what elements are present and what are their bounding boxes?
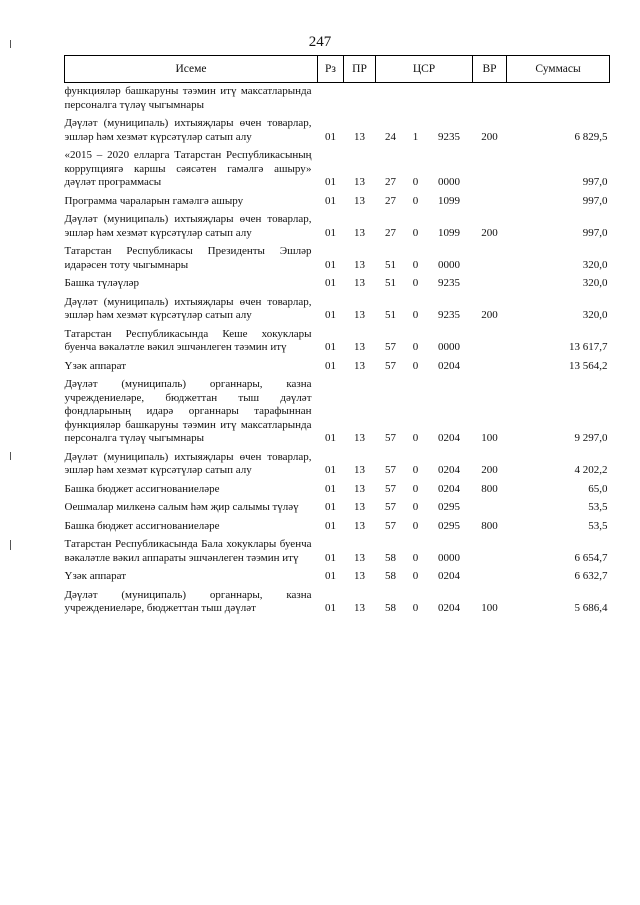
row-rz: 01 — [325, 359, 336, 372]
row-name: Үзәк аппарат — [64, 570, 127, 582]
row-csr-subprogram: 0 — [412, 194, 419, 207]
row-rz: 01 — [325, 130, 336, 143]
row-vr — [473, 245, 507, 277]
row-pr: 13 — [354, 551, 365, 564]
row-pr: 13 — [354, 501, 365, 513]
table-row — [65, 195, 610, 214]
row-csr-program: 57 — [385, 341, 396, 353]
row-name: «2015 – 2020 елларга Татарстан Республикасының коррупциягә каршы сәясәтен гамәлгә ашыру» дәүләт программасы — [64, 149, 312, 188]
row-vr: 200 — [481, 464, 498, 476]
row-pr: 13 — [354, 258, 365, 271]
row-amount: 320,0 — [582, 309, 608, 321]
table-row — [65, 360, 610, 379]
row-rz — [318, 83, 344, 118]
row-pr: 13 — [354, 130, 365, 143]
row-name: Дәүләт (муниципаль) органнары, казна учреждениеләре, бюджеттан тыш дәүләт — [64, 588, 312, 614]
table-row — [65, 483, 610, 502]
row-vr — [473, 501, 507, 520]
table-row — [65, 520, 610, 539]
row-name: Татарстан Республикасында Бала хокуклары буенча вәкаләтле вәкил аппараты эшчәнлеген тәэмин итү — [64, 538, 312, 564]
table-row — [65, 328, 610, 360]
row-name: Башка бюджет ассигнованиеләре — [64, 519, 220, 532]
row-amount: 53,5 — [588, 519, 608, 532]
row-csr-program: 57 — [385, 501, 396, 513]
row-pr: 13 — [354, 570, 365, 582]
row-csr-program: 27 — [385, 176, 396, 188]
row-amount: 6 632,7 — [574, 570, 608, 582]
row-csr-direction: 0000 — [438, 551, 461, 564]
row-rz: 01 — [325, 258, 336, 271]
row-csr-subprogram: 0 — [412, 341, 419, 353]
row-csr-direction: 0204 — [438, 432, 461, 444]
row-csr-direction: 0204 — [438, 482, 461, 495]
table-row — [65, 296, 610, 328]
row-amount: 5 686,4 — [574, 602, 608, 614]
row-rz: 01 — [325, 309, 336, 321]
row-vr — [473, 195, 507, 214]
row-csr-program: 57 — [385, 482, 396, 495]
row-pr: 13 — [354, 602, 365, 614]
row-pr: 13 — [354, 226, 365, 239]
row-pr: 13 — [354, 359, 365, 372]
row-pr: 13 — [354, 464, 365, 476]
row-name: Татарстан Республикасы Президенты Эшләр идарәсен тоту чыгымнары — [64, 245, 312, 271]
row-csr-direction: 0295 — [438, 501, 461, 513]
row-csr-program: 51 — [385, 258, 396, 271]
row-csr-direction: 0000 — [438, 341, 461, 353]
row-name: Дәүләт (муниципаль) ихтыяҗлары өчен товарлар, эшләр һәм хезмәт күрсәтүләр сатып алу — [64, 213, 312, 239]
row-csr-program: 58 — [385, 602, 396, 614]
table-row — [65, 538, 610, 570]
row-pr: 13 — [354, 341, 365, 353]
row-name: Үзәк аппарат — [64, 359, 127, 372]
row-amount: 997,0 — [582, 194, 608, 207]
row-csr-direction: 9235 — [438, 277, 461, 289]
row-csr-program: 51 — [385, 309, 396, 321]
row-csr-direction: 1099 — [438, 194, 461, 207]
row-csr-subprogram: 0 — [412, 551, 419, 564]
row-rz: 01 — [325, 226, 336, 239]
row-csr-subprogram: 0 — [412, 501, 419, 513]
row-csr-subprogram: 0 — [412, 226, 419, 239]
row-name: Дәүләт (муниципаль) ихтыяҗлары өчен товарлар, эшләр һәм хезмәт күрсәтүләр сатып алу — [64, 295, 312, 321]
row-amount: 13 564,2 — [569, 359, 608, 372]
row-pr: 13 — [354, 194, 365, 207]
budget-table — [64, 55, 610, 621]
row-pr: 13 — [354, 176, 365, 188]
row-csr-direction: 0204 — [438, 570, 461, 582]
row-rz: 01 — [325, 341, 336, 353]
table-header — [65, 56, 610, 83]
row-name: Дәүләт (муниципаль) ихтыяҗлары өчен товарлар, эшләр һәм хезмәт күрсәтүләр сатып алу — [64, 450, 312, 476]
row-csr-direction: 0204 — [438, 464, 461, 476]
row-csr-program: 27 — [385, 194, 396, 207]
row-csr-subprogram: 0 — [412, 464, 419, 476]
row-csr-program: 57 — [385, 519, 396, 532]
row-amount: 320,0 — [582, 277, 608, 289]
row-csr-direction: 0000 — [438, 258, 461, 271]
row-amount: 65,0 — [588, 482, 608, 495]
row-vr — [473, 149, 507, 195]
row-amount: 997,0 — [582, 226, 608, 239]
row-vr — [473, 328, 507, 360]
row-csr-subprogram: 0 — [412, 432, 419, 444]
row-csr-subprogram: 0 — [412, 309, 419, 321]
header-pr: ПР — [344, 56, 376, 83]
header-amount: Суммасы — [507, 56, 610, 83]
scan-mark — [10, 452, 11, 460]
row-pr: 13 — [354, 432, 365, 444]
table-row — [65, 213, 610, 245]
row-rz: 01 — [325, 501, 336, 513]
row-pr: 13 — [354, 482, 365, 495]
row-csr-direction: 0204 — [438, 359, 461, 372]
row-csr-subprogram: 0 — [412, 359, 419, 372]
row-amount: 6 654,7 — [574, 551, 608, 564]
table-body — [65, 83, 610, 621]
row-name: Татарстан Республикасында Кеше хокуклары буенча вәкаләтле вәкил эшчәнлеген тәэмин итү — [64, 327, 312, 353]
row-vr: 200 — [481, 309, 498, 321]
row-vr — [473, 83, 507, 118]
row-name: Программа чараларын гамәлгә ашыру — [64, 194, 244, 207]
row-csr-program: 57 — [385, 464, 396, 476]
row-amount: 4 202,2 — [574, 464, 608, 476]
row-csr-subprogram: 0 — [412, 176, 419, 188]
row-name: Башка түләүләр — [64, 277, 140, 289]
header-csr: ЦСР — [376, 56, 473, 83]
row-rz: 01 — [325, 570, 336, 582]
row-csr-program — [376, 83, 406, 118]
row-name: функцияләр башкаруны тәэмин итү максатларында персоналга түләү чыгымнары — [64, 85, 312, 111]
row-vr: 200 — [481, 130, 498, 143]
row-csr-direction — [426, 83, 473, 118]
row-csr-subprogram: 0 — [412, 602, 419, 614]
row-rz: 01 — [325, 519, 336, 532]
row-amount: 9 297,0 — [574, 432, 608, 444]
table-row — [65, 501, 610, 520]
row-amount: 13 617,7 — [569, 341, 608, 353]
row-pr — [344, 83, 376, 118]
row-csr-direction: 0204 — [438, 602, 461, 614]
row-csr-subprogram: 0 — [412, 277, 419, 289]
row-rz: 01 — [325, 432, 336, 444]
row-rz: 01 — [325, 464, 336, 476]
scan-mark — [10, 540, 11, 550]
table-row — [65, 83, 610, 118]
row-vr — [473, 277, 507, 296]
table-row — [65, 451, 610, 483]
table-row — [65, 149, 610, 195]
row-csr-direction: 0295 — [438, 519, 461, 532]
row-csr-direction: 9235 — [438, 130, 461, 143]
row-name: Башка бюджет ассигнованиеләре — [64, 482, 220, 495]
table-row — [65, 245, 610, 277]
table-row — [65, 378, 610, 451]
table-row — [65, 277, 610, 296]
row-csr-direction: 1099 — [438, 226, 461, 239]
row-csr-program: 58 — [385, 570, 396, 582]
row-csr-direction: 9235 — [438, 309, 461, 321]
row-csr-program: 57 — [385, 359, 396, 372]
row-csr-subprogram: 0 — [412, 519, 419, 532]
row-vr: 100 — [481, 602, 498, 614]
table-row — [65, 589, 610, 621]
row-rz: 01 — [325, 602, 336, 614]
row-pr: 13 — [354, 519, 365, 532]
row-vr — [473, 360, 507, 379]
row-rz: 01 — [325, 277, 336, 289]
header-name: Исеме — [65, 56, 318, 83]
row-rz: 01 — [325, 176, 336, 188]
row-csr-subprogram — [406, 83, 426, 118]
row-vr: 100 — [481, 432, 498, 444]
row-csr-direction: 0000 — [438, 176, 461, 188]
row-amount: 997,0 — [582, 176, 608, 188]
row-csr-subprogram: 0 — [412, 570, 419, 582]
row-pr: 13 — [354, 309, 365, 321]
row-csr-program: 27 — [385, 226, 396, 239]
row-name: Оешмалар милкенә салым һәм җир салымы түләү — [64, 501, 299, 513]
row-rz: 01 — [325, 551, 336, 564]
row-csr-program: 58 — [385, 551, 396, 564]
row-csr-subprogram: 1 — [412, 130, 419, 143]
table-row — [65, 570, 610, 589]
row-csr-program: 57 — [385, 432, 396, 444]
table-row — [65, 117, 610, 149]
row-name: Дәүләт (муниципаль) ихтыяҗлары өчен товарлар, эшләр һәм хезмәт күрсәтүләр сатып алу — [64, 117, 312, 143]
row-csr-program: 51 — [385, 277, 396, 289]
row-csr-subprogram: 0 — [412, 258, 419, 271]
row-csr-program: 24 — [385, 130, 396, 143]
row-rz: 01 — [325, 482, 336, 495]
row-amount — [507, 83, 610, 118]
row-vr: 200 — [481, 226, 498, 239]
header-rz: Рз — [318, 56, 344, 83]
row-amount: 53,5 — [588, 501, 608, 513]
row-vr — [473, 570, 507, 589]
row-csr-subprogram: 0 — [412, 482, 419, 495]
row-name: Дәүләт (муниципаль) органнары, казна учреждениеләре, бюджеттан тыш дәүләт фондларының идарә органнары тарафыннан функцияләр башкаруны тәэмин итү максатларында персоналга түләү чыгымнары — [64, 378, 312, 444]
row-amount: 320,0 — [582, 258, 608, 271]
row-vr: 800 — [481, 519, 498, 532]
row-vr: 800 — [481, 482, 498, 495]
row-vr — [473, 538, 507, 570]
page-number: 247 — [308, 34, 332, 50]
row-amount: 6 829,5 — [574, 130, 608, 143]
header-vr: ВР — [473, 56, 507, 83]
row-pr: 13 — [354, 277, 365, 289]
row-rz: 01 — [325, 194, 336, 207]
